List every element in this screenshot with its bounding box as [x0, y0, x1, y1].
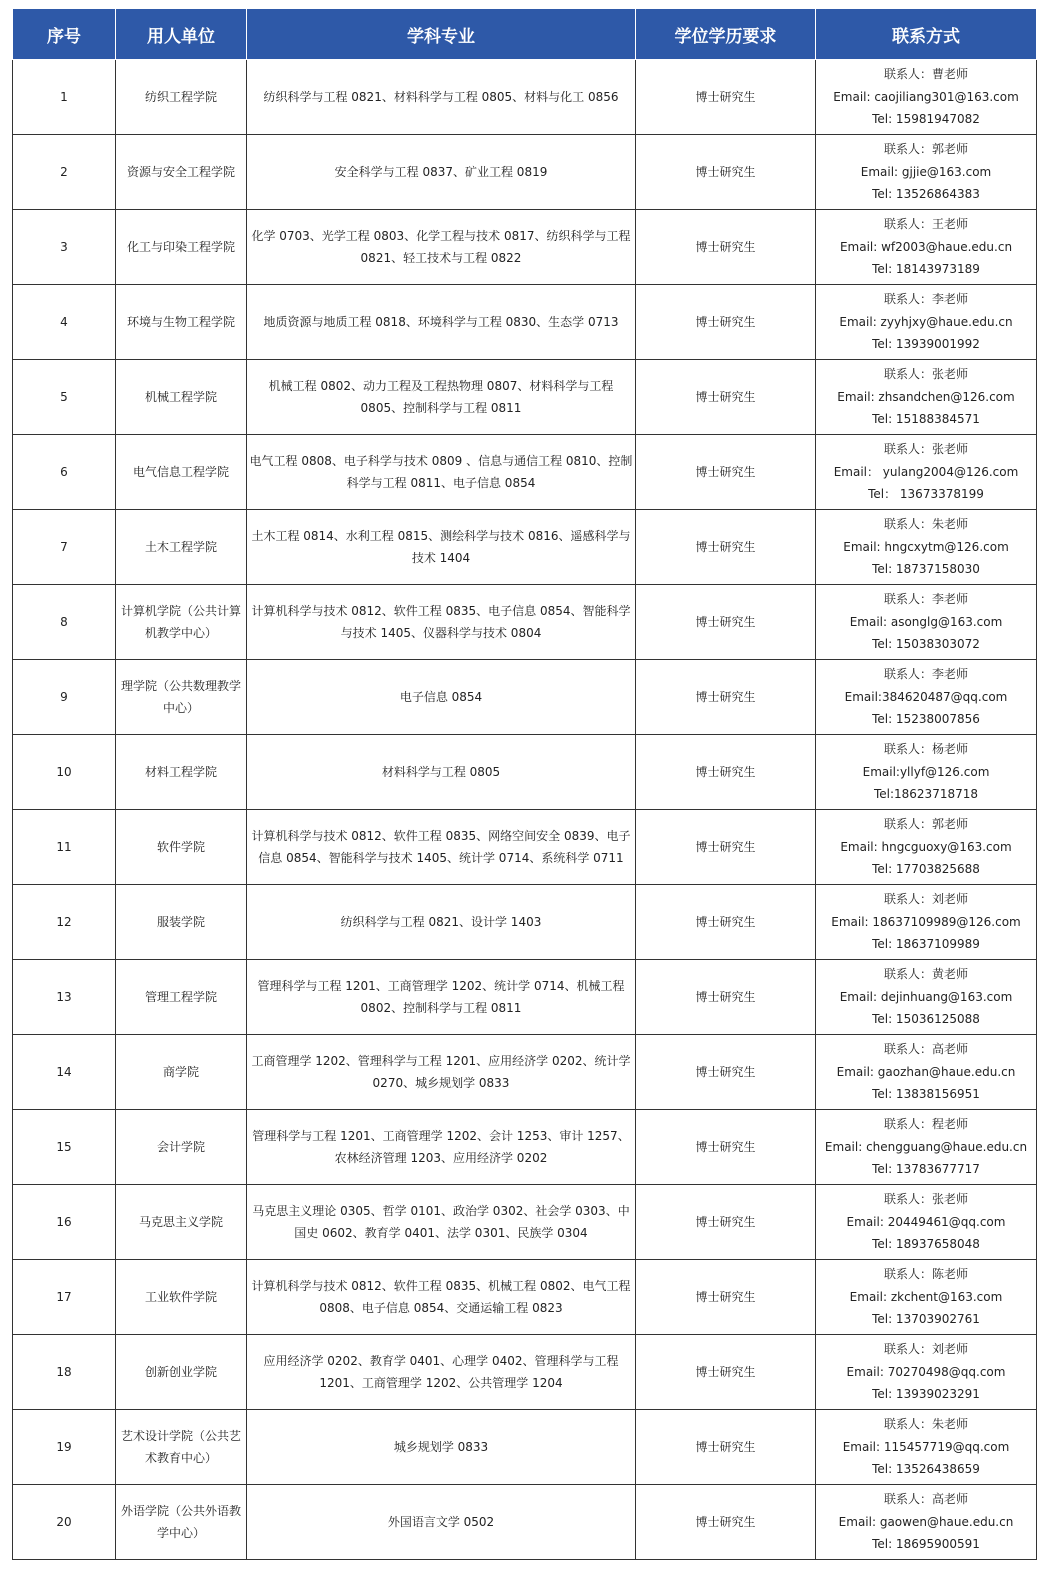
cell-major: 计算机科学与技术 0812、软件工程 0835、网络空间安全 0839、电子信息 0854、智能科学与技术 1405、统计学 0714、系统科学 0711 [247, 810, 636, 885]
header-index: 序号 [13, 9, 116, 60]
contact-email: Email: 18637109989@126.com [831, 914, 1021, 929]
header-major: 学科专业 [247, 9, 636, 60]
cell-index: 8 [13, 585, 116, 660]
contact-tel: Tel: 18937658048 [872, 1237, 980, 1252]
cell-index: 13 [13, 960, 116, 1035]
cell-contact [816, 735, 1037, 810]
contact-tel: Tel： 13673378199 [868, 487, 984, 502]
cell-index: 12 [13, 885, 116, 960]
table-row [13, 885, 1037, 960]
cell-unit: 服装学院 [116, 885, 247, 960]
contact-person: 联系人：高老师 [883, 1492, 968, 1507]
table-row [13, 585, 1037, 660]
cell-contact [816, 285, 1037, 360]
contact-email: Email: gaozhan@haue.edu.cn [836, 1064, 1016, 1079]
cell-contact [816, 135, 1037, 210]
contact-email: Email:yllyf@126.com [862, 764, 990, 779]
cell-unit: 管理工程学院 [116, 960, 247, 1035]
cell-index: 2 [13, 135, 116, 210]
cell-major: 纺织科学与工程 0821、设计学 1403 [247, 885, 636, 960]
header-contact: 联系方式 [816, 9, 1037, 60]
cell-major: 计算机科学与技术 0812、软件工程 0835、电子信息 0854、智能科学与技术 1405、仪器科学与技术 0804 [247, 585, 636, 660]
cell-unit: 商学院 [116, 1035, 247, 1110]
contact-person: 联系人：李老师 [883, 667, 968, 682]
cell-index: 17 [13, 1260, 116, 1335]
table-row [13, 210, 1037, 285]
cell-contact [816, 360, 1037, 435]
contact-tel: Tel: 13783677717 [872, 1162, 980, 1177]
header-unit: 用人单位 [116, 9, 247, 60]
contact-person: 联系人：郭老师 [883, 817, 968, 832]
cell-unit: 创新创业学院 [116, 1335, 247, 1410]
cell-contact [816, 210, 1037, 285]
contact-email: Email： yulang2004@126.com [833, 464, 1019, 479]
contact-tel: Tel: 15036125088 [872, 1012, 980, 1027]
cell-unit: 材料工程学院 [116, 735, 247, 810]
contact-tel: Tel: 15188384571 [872, 412, 980, 427]
cell-degree: 博士研究生 [636, 510, 816, 585]
table-row [13, 810, 1037, 885]
recruitment-table [12, 8, 1037, 1560]
contact-person: 联系人：郭老师 [883, 142, 968, 157]
cell-major: 应用经济学 0202、教育学 0401、心理学 0402、管理科学与工程 1201、工商管理学 1202、公共管理学 1204 [247, 1335, 636, 1410]
contact-person: 联系人：李老师 [883, 292, 968, 307]
cell-unit: 化工与印染工程学院 [116, 210, 247, 285]
contact-email: Email:384620487@qq.com [844, 689, 1008, 704]
contact-person: 联系人：李老师 [883, 592, 968, 607]
cell-major: 机械工程 0802、动力工程及工程热物理 0807、材料科学与工程 0805、控制科学与工程 0811 [247, 360, 636, 435]
cell-contact [816, 60, 1037, 135]
cell-degree: 博士研究生 [636, 735, 816, 810]
contact-tel: Tel: 17703825688 [872, 862, 980, 877]
contact-tel: Tel: 13526438659 [872, 1462, 980, 1477]
contact-email: Email: hngcxytm@126.com [843, 539, 1009, 554]
table-row [13, 735, 1037, 810]
cell-contact [816, 810, 1037, 885]
contact-email: Email: asonglg@163.com [849, 614, 1003, 629]
contact-person: 联系人：张老师 [883, 1192, 968, 1207]
contact-person: 联系人：刘老师 [883, 892, 968, 907]
contact-tel: Tel: 13939001992 [872, 337, 980, 352]
cell-major: 化学 0703、光学工程 0803、化学工程与技术 0817、纺织科学与工程 0821、轻工技术与工程 0822 [247, 210, 636, 285]
contact-tel: Tel: 15038303072 [872, 637, 980, 652]
cell-index: 5 [13, 360, 116, 435]
contact-email: Email: zkchent@163.com [849, 1289, 1003, 1304]
contact-person: 联系人：朱老师 [883, 517, 968, 532]
cell-degree: 博士研究生 [636, 135, 816, 210]
cell-contact [816, 435, 1037, 510]
contact-tel: Tel: 18695900591 [872, 1537, 980, 1552]
table-row [13, 285, 1037, 360]
cell-degree: 博士研究生 [636, 1185, 816, 1260]
table-body [13, 60, 1037, 1560]
cell-unit: 理学院（公共数理教学中心） [116, 660, 247, 735]
table-row [13, 1335, 1037, 1410]
cell-index: 1 [13, 60, 116, 135]
contact-tel: Tel: 13703902761 [872, 1312, 980, 1327]
cell-index: 10 [13, 735, 116, 810]
cell-degree: 博士研究生 [636, 660, 816, 735]
contact-tel: Tel: 18737158030 [872, 562, 980, 577]
cell-unit: 外语学院（公共外语教学中心） [116, 1485, 247, 1560]
cell-degree: 博士研究生 [636, 360, 816, 435]
table-row [13, 360, 1037, 435]
contact-tel: Tel: 18637109989 [872, 937, 980, 952]
table-row [13, 1035, 1037, 1110]
cell-degree: 博士研究生 [636, 1335, 816, 1410]
cell-index: 7 [13, 510, 116, 585]
cell-index: 20 [13, 1485, 116, 1560]
contact-email: Email: dejinhuang@163.com [839, 989, 1013, 1004]
contact-person: 联系人：张老师 [883, 442, 968, 457]
cell-contact [816, 1035, 1037, 1110]
contact-email: Email: 115457719@qq.com [842, 1439, 1010, 1454]
cell-index: 9 [13, 660, 116, 735]
cell-contact [816, 510, 1037, 585]
cell-major: 安全科学与工程 0837、矿业工程 0819 [247, 135, 636, 210]
cell-degree: 博士研究生 [636, 1485, 816, 1560]
cell-degree: 博士研究生 [636, 1410, 816, 1485]
contact-email: Email: 20449461@qq.com [846, 1214, 1006, 1229]
contact-tel: Tel: 15238007856 [872, 712, 980, 727]
cell-unit: 资源与安全工程学院 [116, 135, 247, 210]
cell-degree: 博士研究生 [636, 585, 816, 660]
cell-degree: 博士研究生 [636, 885, 816, 960]
contact-email: Email: caojiliang301@163.com [833, 89, 1019, 104]
contact-tel: Tel: 13526864383 [872, 187, 980, 202]
cell-unit: 纺织工程学院 [116, 60, 247, 135]
table-row [13, 510, 1037, 585]
cell-contact [816, 1260, 1037, 1335]
header-row [13, 9, 1037, 60]
cell-unit: 艺术设计学院（公共艺术教育中心） [116, 1410, 247, 1485]
contact-person: 联系人：张老师 [883, 367, 968, 382]
cell-degree: 博士研究生 [636, 960, 816, 1035]
contact-email: Email: gjjie@163.com [860, 164, 992, 179]
contact-email: Email: 70270498@qq.com [846, 1364, 1006, 1379]
contact-person: 联系人：王老师 [883, 217, 968, 232]
cell-contact [816, 1185, 1037, 1260]
table-row [13, 660, 1037, 735]
cell-contact [816, 1335, 1037, 1410]
table-row [13, 435, 1037, 510]
header-degree: 学位学历要求 [636, 9, 816, 60]
cell-unit: 环境与生物工程学院 [116, 285, 247, 360]
cell-degree: 博士研究生 [636, 810, 816, 885]
cell-major: 材料科学与工程 0805 [247, 735, 636, 810]
contact-tel: Tel: 13939023291 [872, 1387, 980, 1402]
contact-email: Email: zhsandchen@126.com [837, 389, 1015, 404]
cell-index: 18 [13, 1335, 116, 1410]
cell-unit: 机械工程学院 [116, 360, 247, 435]
cell-unit: 软件学院 [116, 810, 247, 885]
cell-contact [816, 1110, 1037, 1185]
cell-degree: 博士研究生 [636, 285, 816, 360]
cell-unit: 工业软件学院 [116, 1260, 247, 1335]
contact-person: 联系人：曹老师 [883, 67, 968, 82]
table-row [13, 60, 1037, 135]
cell-index: 6 [13, 435, 116, 510]
cell-contact [816, 960, 1037, 1035]
cell-contact [816, 1485, 1037, 1560]
cell-degree: 博士研究生 [636, 60, 816, 135]
contact-person: 联系人：刘老师 [883, 1342, 968, 1357]
contact-email: Email: zyyhjxy@haue.edu.cn [839, 314, 1013, 329]
cell-unit: 会计学院 [116, 1110, 247, 1185]
cell-degree: 博士研究生 [636, 1110, 816, 1185]
cell-major: 外国语言文学 0502 [247, 1485, 636, 1560]
contact-tel: Tel: 18143973189 [872, 262, 980, 277]
cell-major: 工商管理学 1202、管理科学与工程 1201、应用经济学 0202、统计学 0270、城乡规划学 0833 [247, 1035, 636, 1110]
contact-person: 联系人：陈老师 [883, 1267, 968, 1282]
contact-person: 联系人：程老师 [883, 1117, 968, 1132]
table-row [13, 1185, 1037, 1260]
cell-index: 19 [13, 1410, 116, 1485]
contact-email: Email: wf2003@haue.edu.cn [839, 239, 1013, 254]
contact-person: 联系人：杨老师 [883, 742, 968, 757]
table-header [13, 9, 1037, 60]
table-row [13, 1110, 1037, 1185]
cell-major: 计算机科学与技术 0812、软件工程 0835、机械工程 0802、电气工程 0808、电子信息 0854、交通运输工程 0823 [247, 1260, 636, 1335]
cell-degree: 博士研究生 [636, 210, 816, 285]
cell-contact [816, 1410, 1037, 1485]
cell-major: 纺织科学与工程 0821、材料科学与工程 0805、材料与化工 0856 [247, 60, 636, 135]
contact-tel: Tel: 13838156951 [872, 1087, 980, 1102]
cell-major: 城乡规划学 0833 [247, 1410, 636, 1485]
contact-tel: Tel:18623718718 [873, 787, 979, 802]
cell-major: 马克思主义理论 0305、哲学 0101、政治学 0302、社会学 0303、中国史 0602、教育学 0401、法学 0301、民族学 0304 [247, 1185, 636, 1260]
table-row [13, 1410, 1037, 1485]
cell-index: 4 [13, 285, 116, 360]
table-row [13, 1485, 1037, 1560]
contact-person: 联系人：朱老师 [883, 1417, 968, 1432]
cell-degree: 博士研究生 [636, 435, 816, 510]
cell-degree: 博士研究生 [636, 1260, 816, 1335]
table-row [13, 135, 1037, 210]
cell-major: 土木工程 0814、水利工程 0815、测绘科学与技术 0816、遥感科学与技术 1404 [247, 510, 636, 585]
cell-contact [816, 885, 1037, 960]
recruitment-table-wrapper [12, 8, 1037, 1560]
cell-major: 管理科学与工程 1201、工商管理学 1202、统计学 0714、机械工程 0802、控制科学与工程 0811 [247, 960, 636, 1035]
cell-index: 14 [13, 1035, 116, 1110]
contact-email: Email: chengguang@haue.edu.cn [824, 1139, 1028, 1154]
contact-email: Email: gaowen@haue.edu.cn [838, 1514, 1014, 1529]
cell-degree: 博士研究生 [636, 1035, 816, 1110]
cell-major: 电子信息 0854 [247, 660, 636, 735]
cell-contact [816, 660, 1037, 735]
cell-unit: 计算机学院（公共计算机教学中心） [116, 585, 247, 660]
table-row [13, 1260, 1037, 1335]
table-row [13, 960, 1037, 1035]
cell-index: 16 [13, 1185, 116, 1260]
cell-unit: 马克思主义学院 [116, 1185, 247, 1260]
cell-index: 15 [13, 1110, 116, 1185]
cell-unit: 电气信息工程学院 [116, 435, 247, 510]
cell-major: 地质资源与地质工程 0818、环境科学与工程 0830、生态学 0713 [247, 285, 636, 360]
cell-major: 管理科学与工程 1201、工商管理学 1202、会计 1253、审计 1257、农林经济管理 1203、应用经济学 0202 [247, 1110, 636, 1185]
contact-email: Email: hngcguoxy@163.com [840, 839, 1012, 854]
cell-index: 11 [13, 810, 116, 885]
cell-major: 电气工程 0808、电子科学与技术 0809 、信息与通信工程 0810、控制科学与工程 0811、电子信息 0854 [247, 435, 636, 510]
contact-tel: Tel: 15981947082 [872, 112, 980, 127]
contact-person: 联系人：高老师 [883, 1042, 968, 1057]
contact-person: 联系人：黄老师 [883, 967, 968, 982]
cell-contact [816, 585, 1037, 660]
cell-unit: 土木工程学院 [116, 510, 247, 585]
cell-index: 3 [13, 210, 116, 285]
